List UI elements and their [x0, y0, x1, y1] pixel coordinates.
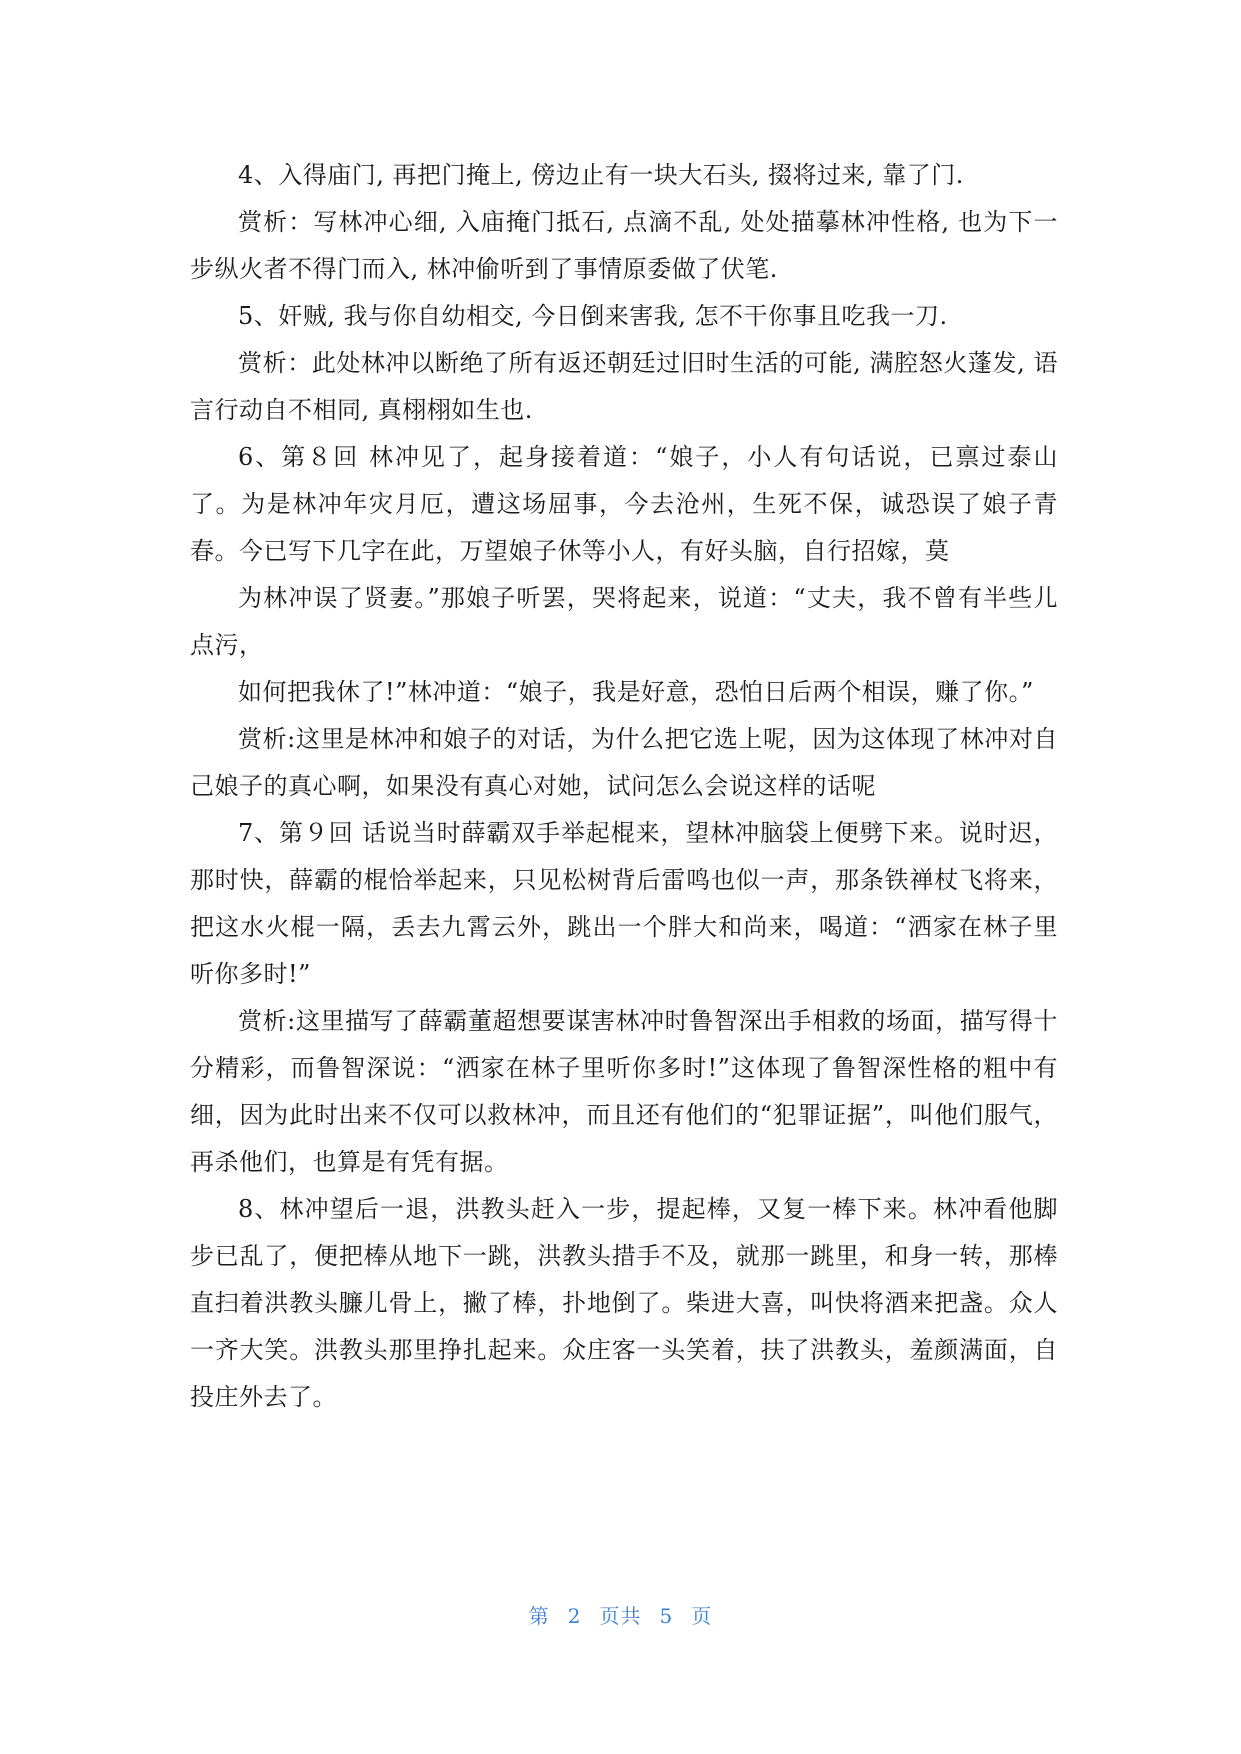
- footer-total-pages: 5: [659, 1604, 674, 1628]
- paragraph-analysis-7: 赏析:这里描写了薛霸董超想要谋害林冲时鲁智深出手相救的场面，描写得十分精彩，而鲁智深说：“洒家在林子里听你多时!”这体现了鲁智深性格的粗中有细，因为此时出来不仅可以救林冲，而且还有他们的“犯罪证据”，叫他们服气，再杀他们，也算是有凭有据。: [190, 1007, 1058, 1176]
- page-footer: [0, 1601, 1241, 1631]
- footer-suffix: 页: [691, 1604, 713, 1628]
- paragraph-analysis-6: 赏析:这里是林冲和娘子的对话，为什么把它选上呢，因为这体现了林冲对自己娘子的真心啊，如果没有真心对她，试问怎么会说这样的话呢: [190, 725, 1058, 800]
- paragraph-analysis-5: 赏析：此处林冲以断绝了所有返还朝廷过旧时生活的可能, 满腔怒火蓬发, 语言行动自不相同, 真栩栩如生也.: [190, 349, 1058, 424]
- paragraph-quote-6-part-1: 6、第８回 林冲见了，起身接着道：“娘子，小人有句话说，已禀过泰山了。为是林冲年灾月厄，遭这场屈事，今去沧州，生死不保，诚恐误了娘子青春。今已写下几字在此，万望娘子休等小人，有好头脑，自行招嫁，莫: [190, 443, 1058, 565]
- paragraph-quote-8: 8、林冲望后一退，洪教头赶入一步，提起棒，又复一棒下来。林冲看他脚步已乱了，便把棒从地下一跳，洪教头措手不及，就那一跳里，和身一转，那棒直扫着洪教头臁儿骨上，撇了棒，扑地倒了。柴进大喜，叫快将酒来把盏。众人一齐大笑。洪教头那里挣扎起来。众庄客一头笑着，扶了洪教头，羞颜满面，自投庄外去了。: [190, 1195, 1058, 1411]
- footer-prefix: 第: [528, 1604, 550, 1628]
- paragraph-quote-5: 5、奸贼, 我与你自幼相交, 今日倒来害我, 怎不干你事且吃我一刀.: [238, 302, 948, 330]
- footer-middle: 页共: [599, 1604, 642, 1628]
- paragraph-quote-4: 4、入得庙门, 再把门掩上, 傍边止有一块大石头, 掇将过来, 靠了门.: [238, 161, 964, 189]
- footer-current-page: 2: [567, 1604, 582, 1628]
- paragraph-quote-6-part-3: 如何把我休了!”林冲道：“娘子，我是好意，恐怕日后两个相误，赚了你。”: [238, 678, 1034, 706]
- paragraph-quote-6-part-2: 为林冲误了贤妻。”那娘子听罢，哭将起来，说道：“丈夫，我不曾有半些儿点污，: [190, 584, 1058, 659]
- document-body: [190, 152, 1058, 1421]
- paragraph-analysis-4: 赏析：写林冲心细, 入庙掩门抵石, 点滴不乱, 处处描摹林冲性格, 也为下一步纵火者不得门而入, 林冲偷听到了事情原委做了伏笔.: [190, 208, 1058, 283]
- paragraph-quote-7: 7、第９回 话说当时薛霸双手举起棍来，望林冲脑袋上便劈下来。说时迟，那时快，薛霸的棍恰举起来，只见松树背后雷鸣也似一声，那条铁禅杖飞将来，把这水火棍一隔，丢去九霄云外，跳出一个胖大和尚来，喝道：“洒家在林子里听你多时!”: [190, 819, 1058, 988]
